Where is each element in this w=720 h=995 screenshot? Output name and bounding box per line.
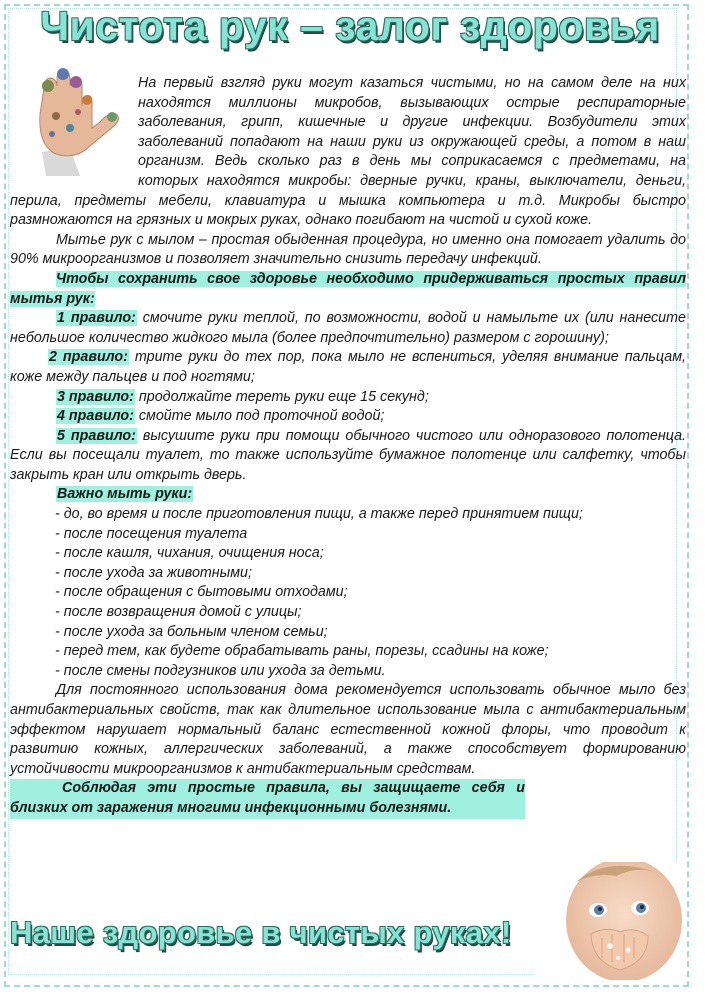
- rules-heading: Чтобы сохранить свое здоровье необходимо придерживаться простых правил мытья рук:: [10, 270, 686, 307]
- intro-paragraph: На первый взгляд руки могут казаться чистыми, но на самом деле на них находятся миллионы микробов, вызывающих острые респираторные заболевания, грипп, кишечные и другие инфекции. Возбудители этих заболеваний попадают на наши руки из окружающей среды, а потом в наш организм. Ведь сколько раз в день мы соприкасаемся с предметами, на которых находятся микробы: дверные ручки, краны, выключатели, деньги, перила, предметы мебели, клавиатура и мышка компьютера и т.д. Микробы быстро размножаются на грязных и мокрых руках, однако погибают на чистой и сухой коже.: [10, 75, 686, 229]
- child-covering-mouth-photo: [536, 862, 686, 980]
- rule-4-label: 4 правило:: [57, 408, 134, 425]
- rule-3: [10, 388, 686, 408]
- soap-paragraph: Мытье рук с мылом – простая обыденная процедура, но именно она помогает удалить до 90% микроорганизмов и позволяет значительно снизить передачу инфекций.: [10, 231, 686, 268]
- rule-1: [10, 309, 686, 348]
- important-item: - после возвращения домой с улицы;: [55, 604, 302, 621]
- page-title: Чистота рук – залог здоровья: [40, 3, 660, 49]
- closing-paragraph: Соблюдая эти простые правила, вы защищаете себя и близких от заражения многими инфекционными болезнями.: [10, 779, 525, 818]
- important-item: - после ухода за больным членом семьи;: [55, 623, 328, 640]
- rule-2-label: 2 правило:: [49, 349, 128, 366]
- article-body: [10, 74, 686, 819]
- rule-4: [10, 407, 686, 427]
- important-item: - после смены подгузников или ухода за детьми.: [55, 662, 386, 679]
- rule-1-label: 1 правило:: [57, 310, 136, 327]
- rule-1-text: смочите руки теплой, по возможности, водой и намыльте их (или нанесите небольшое количество жидкого мыла (более предпочтительно) размером с горошину);: [10, 310, 686, 346]
- important-item: - после посещения туалета: [55, 525, 248, 542]
- important-item: - после обращения с бытовыми отходами;: [55, 584, 348, 601]
- rule-2: [10, 348, 686, 387]
- rule-5-text: высушите руки при помощи обычного чистого или одноразового полотенца. Если вы посещали туалет, то также используйте бумажное полотенце или салфетку, чтобы закрыть кран или открыть дверь.: [10, 427, 686, 483]
- important-item: - после ухода за животными;: [55, 564, 252, 581]
- important-item: - после кашля, чихания, очищения носа;: [55, 545, 324, 562]
- rule-3-label: 3 правило:: [57, 388, 134, 405]
- rule-2-text: трите руки до тех пор, пока мыло не вспениться, уделяя внимание пальцам, коже между пальцев и под ногтями;: [10, 349, 686, 385]
- important-item: - перед тем, как будете обрабатывать раны, порезы, ссадины на коже;: [55, 643, 549, 660]
- footer-slogan: Наше здоровье в чистых руках!: [10, 915, 512, 950]
- image-wrap-space: [10, 74, 138, 180]
- rule-5-label: 5 правило:: [57, 427, 136, 444]
- important-heading: Важно мыть руки:: [57, 486, 193, 503]
- rule-5: [10, 427, 686, 486]
- advice-paragraph: Для постоянного использования дома рекомендуется использовать обычное мыло без антибактериальных свойств, так как длительное использование мыла с антибактериальным эффектом нарушает нормальный баланс естественной кожной флоры, что проводит к развитию кожных, аллергических заболеваний, а также способствует формированию устойчивости микроорганизмов к антибактериальным средствам.: [10, 682, 686, 777]
- rule-3-text: продолжайте тереть руки еще 15 секунд;: [134, 388, 429, 405]
- important-item: - до, во время и после приготовления пищи, а также перед принятием пищи;: [55, 506, 583, 523]
- rule-4-text: смойте мыло под проточной водой;: [134, 408, 385, 425]
